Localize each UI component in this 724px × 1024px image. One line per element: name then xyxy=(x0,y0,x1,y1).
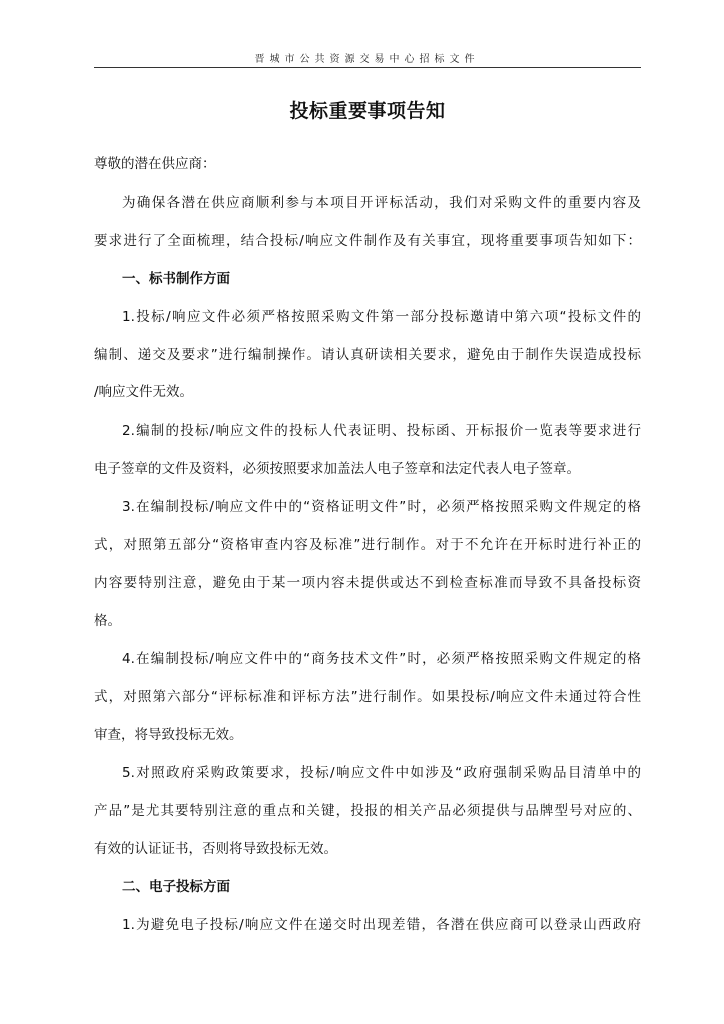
salutation: 尊敬的潜在供应商： xyxy=(94,156,216,172)
section-heading: 一、标书制作方面 xyxy=(122,271,230,287)
paragraph-line: 要求进行了全面梳理，结合投标/响应文件制作及有关事宜，现将重要事项告知如下： xyxy=(94,233,641,249)
paragraph-line: 审查，将导致投标无效。 xyxy=(94,727,243,743)
paragraph-line: 有效的认证证书，否则将导致投标无效。 xyxy=(94,841,337,857)
paragraph-line: 产品”是尤其要特别注意的重点和关键，投报的相关产品必须提供与品牌型号对应的、 xyxy=(94,803,641,819)
paragraph-line: /响应文件无效。 xyxy=(94,384,194,400)
page-header: 晋城市公共资源交易中心招标文件 xyxy=(254,54,480,65)
paragraph-line: 1.投标/响应文件必须严格按照采购文件第一部分投标邀请中第六项“投标文件的 xyxy=(122,309,641,325)
paragraph-line: 内容要特别注意，避免由于某一项内容未提供或达不到检查标准而导致不具备投标资 xyxy=(94,575,641,591)
paragraph-line: 式，对照第六部分“评标标准和评标方法”进行制作。如果投标/响应文件未通过符合性 xyxy=(94,689,641,705)
paragraph-line: 电子签章的文件及资料，必须按照要求加盖法人电子签章和法定代表人电子签章。 xyxy=(94,461,580,477)
paragraph-line: 格。 xyxy=(94,613,121,629)
paragraph-line: 为确保各潜在供应商顺利参与本项目开评标活动，我们对采购文件的重要内容及 xyxy=(122,195,641,211)
paragraph-line: 2.编制的投标/响应文件的投标人代表证明、投标函、开标报价一览表等要求进行 xyxy=(122,423,641,439)
paragraph-line: 编制、递交及要求”进行编制操作。请认真研读相关要求，避免由于制作失误造成投标 xyxy=(94,347,641,363)
paragraph-line: 4.在编制投标/响应文件中的“商务技术文件”时，必须严格按照采购文件规定的格 xyxy=(122,651,641,667)
paragraph-line: 5.对照政府采购政策要求，投标/响应文件中如涉及“政府强制采购品目清单中的 xyxy=(122,765,641,781)
header-divider xyxy=(94,67,641,68)
paragraph-line: 式，对照第五部分“资格审查内容及标准”进行制作。对于不允许在开标时进行补正的 xyxy=(94,537,641,553)
section-heading: 二、电子投标方面 xyxy=(122,879,230,895)
paragraph-line: 1.为避免电子投标/响应文件在递交时出现差错，各潜在供应商可以登录山西政府 xyxy=(122,917,641,933)
document-title: 投标重要事项告知 xyxy=(289,100,446,122)
paragraph-line: 3.在编制投标/响应文件中的“资格证明文件”时，必须严格按照采购文件规定的格 xyxy=(122,499,641,515)
